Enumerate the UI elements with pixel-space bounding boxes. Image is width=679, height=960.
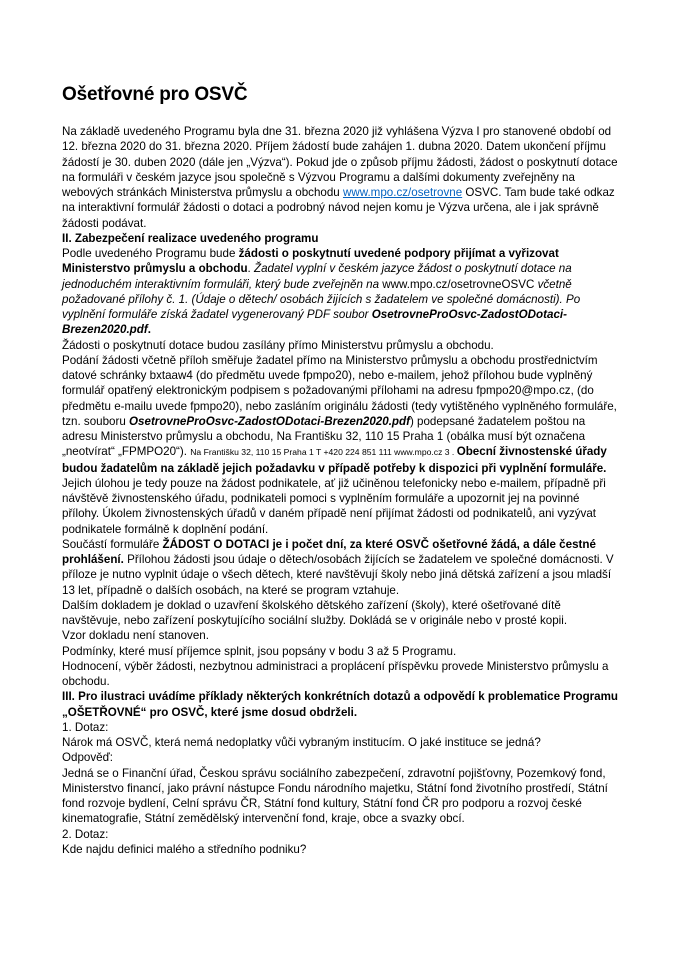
text-run: Nárok má OSVČ, která nemá nedoplatky vůči vybraným institucím. O jaké instituce se jedná? [62, 736, 541, 749]
paragraph-realizace [62, 246, 618, 338]
text-run: OsetrovneProOsvc-ZadostODotaci-Brezen2020.pdf [62, 308, 567, 337]
text-run: . [247, 262, 254, 276]
text-run: Podmínky, které musí příjemce splnit, jsou popsány v bodu 3 až 5 Programu. [62, 644, 457, 658]
paragraph-dotaz-1-text [62, 735, 618, 750]
text-run: ) podepsané žadatelem poštou na adresu Ministerstvo průmyslu a obchodu, Na Františku 32, 110 15 Praha 1 (obálka musí být označena „neotvírat“ „FPMPO20“). [62, 414, 586, 459]
text-run: Podání žádosti včetně příloh směřuje žadatel přímo na Ministerstvo průmyslu a obchodu prostřednictvím datové schránky bxtaaw4 (do předmětu uvede fpmpo20), nebo e-mailem, jehož přílohou bude vyplněný formulář opatřený elektronickým podpisem s požadovanými přílohami na adresu fpmpo20@mpo.cz, (do předmětu e-mailu uvede fpmpo20), nebo zasláním originálu žádosti (tedy vytištěného vyplněného formuláře, tzn. souboru [62, 353, 617, 428]
text-run: Na základě uvedeného Programu byla dne 31. března 2020 již vyhlášena Výzva I pro stanovené období od 12. března 2020 do 31. března 2020. Příjem žádostí bude zahájen 1. dubna 2020. Datem ukončení příjmu žádostí je 30. duben 2020 (dále jen „Výzva“). Pokud jde o způsob příjmu žádosti, žádost o poskytnutí dotace na formuláři v českém jazyce jsou společně s Výzvou Programu a dalšími dokumenty zveřejněny na webových stránkách Ministerstva průmyslu a obchodu [62, 125, 618, 199]
text-run: Žádosti o poskytnutí dotace budou zasílány přímo Ministerstvu průmyslu a obchodu. [62, 338, 494, 352]
text-run: OSVC. Tam bude také odkaz na interaktivní formulář žádosti o dotaci a podrobný návod nejen komu je Výzva určena, ale i jak správně žádosti podávat. [62, 186, 615, 230]
text-run: Jedná se o Finanční úřad, Českou správu sociálního zabezpečení, zdravotní pojišťovny, Pozemkový fond, Ministerstvo financí, jako právní nástupce Fondu národního majetku, Státní fond životního prostředí, Státní fond rozvoje bydlení, Celní správu ČR, Státní fond kultury, Státní fond ČR pro podporu a rozvoj české kinematografie, Státní zemědělský intervenční fond, kraje, obce a svazky obcí. [62, 766, 608, 826]
text-run: žádosti o poskytnutí uvedené podpory přijímat a vyřizovat Ministerstvo průmyslu a obchodu [62, 247, 559, 276]
paragraph-podani [62, 353, 618, 537]
paragraph-dotaz-2-text [62, 842, 618, 857]
text-run: www.mpo.cz/osetrovneOSVC [382, 277, 535, 291]
paragraph-odpoved-1-text [62, 766, 618, 827]
text-run: Hodnocení, výběr žádosti, nezbytnou administraci a proplácení příspěvku provede Ministerstvo průmyslu a obchodu. [62, 659, 609, 688]
hyperlink-mpo-osetrovne[interactable]: www.mpo.cz/osetrovne [342, 186, 463, 199]
heading-section-2 [62, 231, 618, 246]
paragraph-zasilani [62, 338, 618, 353]
paragraph-dotaz-1-label [62, 720, 618, 735]
paragraph-vzor [62, 628, 618, 643]
paragraph-dotaz-2-label [62, 827, 618, 842]
paragraph-hodnoceni [62, 659, 618, 690]
text-run: 1. Dotaz: [62, 720, 109, 734]
text-run: Podle uvedeného Programu bude [62, 247, 239, 260]
text-run: Přílohou žádosti jsou údaje o dětech/osobách žijících se žadatelem ve společné domácnosti. V příloze je nutno vyplnit údaje o všech dětech, které navštěvují školy nebo jiná dětská zařízení a jsou mladší 13 let, případně o dalších osobách, na které se program vztahuje. [62, 553, 614, 597]
document-content [62, 84, 618, 857]
text-run: Žadatel vyplní v českém jazyce žádost o poskytnutí dotace na jednoduchém interaktivním formuláři, který bude zveřejněn na [62, 262, 572, 291]
text-run: . [147, 323, 151, 337]
text-run: Kde najdu definici malého a středního podniku? [62, 842, 307, 856]
text-run: včetně požadované přílohy č. 1. (Údaje o dětech/ osobách žijících s žadatelem ve společné domácnosti). Po vyplnění formuláře získá žadatel vygenerovaný PDF soubor [62, 277, 581, 321]
paragraph-doklad [62, 598, 618, 629]
text-run: II. Zabezpečení realizace uvedeného programu [62, 231, 319, 245]
text-run: OsetrovneProOsvc-ZadostODotaci-Brezen2020.pdf [129, 414, 410, 428]
paragraph-odpoved-1-label [62, 750, 618, 765]
text-run: Vzor dokladu není stanoven. [62, 629, 209, 643]
text-run: 2. Dotaz: [62, 827, 109, 841]
text-run: Jejich úlohou je tedy pouze na žádost podnikatele, ať již učiněnou telefonicky nebo e-mailem, případně při návštěvě živnostenského úřadu, podnikateli pomoci s vyplněním formuláře a upozornit jej na povinné přílohy. Úkolem živnostenských úřadů v daném případě není přijímat žádosti od podnikatelů, ani vyzývat podnikatele formálně k doplnění podání. [62, 476, 606, 536]
text-run: III. Pro ilustraci uvádíme příklady některých konkrétních dotazů a odpovědí k problematice Programu „OŠETŘOVNÉ“ pro OSVČ, které jsme dosud obdrželi. [62, 690, 619, 719]
text-run: ŽÁDOST O DOTACI je i počet dní, za které OSVČ ošetřovné žádá, a dále čestné prohlášení. [62, 537, 596, 566]
text-run: Součástí formuláře [62, 537, 163, 551]
document-body [62, 124, 618, 857]
text-run: Na Františku 32, 110 15 Praha 1 T +420 224 851 111 www.mpo.cz 3 . [190, 447, 457, 458]
paragraph-podminky [62, 644, 618, 659]
text-run: Dalším dokladem je doklad o uzavření školského dětského zařízení (školy), které ošetřované dítě navštěvuje, nebo zařízení poskytujícího sociální služby. Dokládá se v originále nebo v prosté kopii. [62, 598, 568, 627]
text-run: Obecní živnostenské úřady budou žadatelům na základě jejich požadavku v případě potřeby k dispozici při vyplnění formuláře. [62, 445, 607, 475]
paragraph-intro [62, 124, 618, 231]
document-title: Ošetřovné pro OSVČ [62, 84, 248, 105]
text-run: Odpověď: [62, 751, 113, 765]
heading-section-3 [62, 689, 618, 720]
paragraph-zadost-o-dotaci [62, 537, 618, 598]
